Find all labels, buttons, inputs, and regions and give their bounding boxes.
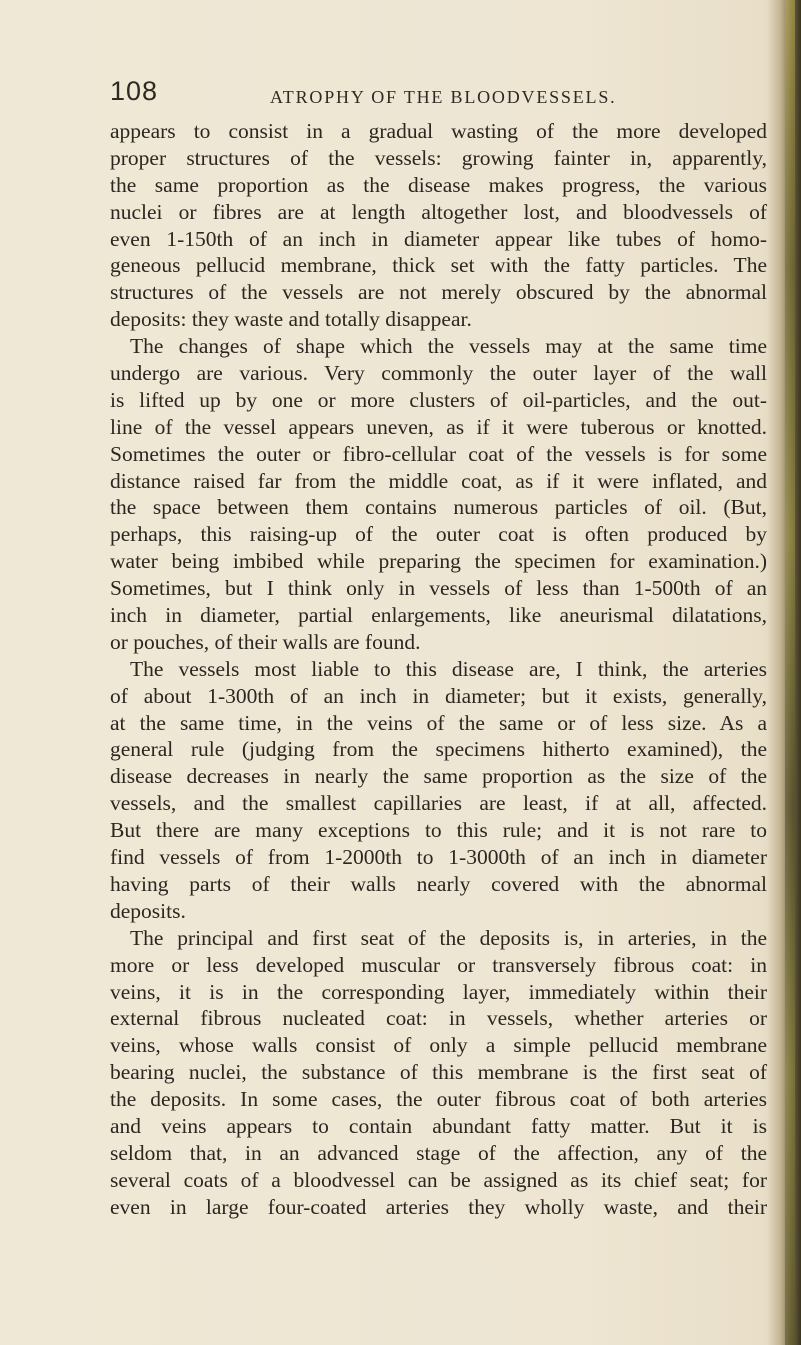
text-line: geneous pellucid membrane, thick set with the fatty particles. The bbox=[110, 253, 767, 278]
page-number: 108 bbox=[110, 76, 159, 106]
text-line: the same proportion as the disease makes progress, the various bbox=[110, 172, 767, 197]
page-edge-binding bbox=[785, 0, 795, 1345]
text-line: The vessels most liable to this disease are, I think, the arteries bbox=[130, 656, 767, 681]
text-line: The changes of shape which the vessels may at the same time bbox=[130, 334, 767, 359]
text-line: undergo are various. Very commonly the outer layer of the wall bbox=[110, 361, 767, 386]
text-line: or pouches, of their walls are found. bbox=[110, 629, 421, 654]
text-line: veins, whose walls consist of only a simple pellucid membrane bbox=[110, 1033, 767, 1058]
text-line: several coats of a bloodvessel can be assigned as its chief seat; for bbox=[110, 1167, 767, 1192]
running-head: ATROPHY OF THE BLOODVESSELS. bbox=[270, 87, 617, 107]
text-line: water being imbibed while preparing the specimen for examination.) bbox=[110, 549, 767, 574]
text-line: deposits. bbox=[110, 898, 186, 923]
text-line: proper structures of the vessels: growing fainter in, apparently, bbox=[110, 145, 767, 170]
text-line: veins, it is in the corresponding layer, immediately within their bbox=[110, 979, 767, 1004]
text-line: bearing nuclei, the substance of this membrane is the first seat of bbox=[110, 1060, 767, 1085]
text-line: and veins appears to contain abundant fatty matter. But it is bbox=[110, 1113, 767, 1138]
text-line: at the same time, in the veins of the same or of less size. As a bbox=[110, 710, 767, 735]
page-edge-shadow bbox=[767, 0, 801, 1345]
text-line: disease decreases in nearly the same proportion as the size of the bbox=[110, 764, 767, 789]
text-line: But there are many exceptions to this rule; and it is not rare to bbox=[110, 818, 767, 843]
text-line: structures of the vessels are not merely obscured by the abnormal bbox=[110, 280, 767, 305]
text-line: perhaps, this raising-up of the outer coat is often produced by bbox=[110, 522, 767, 547]
text-line: distance raised far from the middle coat, as if it were inflated, and bbox=[110, 468, 767, 493]
text-line: is lifted up by one or more clusters of oil-particles, and the out- bbox=[110, 387, 767, 412]
text-line: Sometimes the outer or fibro-cellular coat of the vessels is for some bbox=[110, 441, 767, 466]
text-line: even 1-150th of an inch in diameter appear like tubes of homo- bbox=[110, 226, 767, 251]
text-line: find vessels of from 1-2000th to 1-3000th of an inch in diameter bbox=[110, 845, 767, 870]
text-line: general rule (judging from the specimens hitherto examined), the bbox=[110, 737, 767, 762]
text-line: more or less developed muscular or transversely fibrous coat: in bbox=[110, 952, 767, 977]
text-line: The principal and first seat of the deposits is, in arteries, in the bbox=[130, 925, 767, 950]
text-line: appears to consist in a gradual wasting of the more developed bbox=[110, 119, 767, 143]
text-line: the space between them contains numerous particles of oil. (But, bbox=[110, 495, 767, 520]
text-line: of about 1-300th of an inch in diameter; but it exists, generally, bbox=[110, 683, 767, 708]
text-line: line of the vessel appears uneven, as if it were tuberous or knotted. bbox=[110, 414, 767, 439]
text-line: external fibrous nucleated coat: in vessels, whether arteries or bbox=[110, 1006, 767, 1031]
text-line: Sometimes, but I think only in vessels of less than 1-500th of an bbox=[110, 576, 767, 601]
text-line: nuclei or fibres are at length altogether lost, and bloodvessels of bbox=[110, 199, 767, 224]
text-line: having parts of their walls nearly covered with the abnormal bbox=[110, 871, 767, 896]
text-line: even in large four-coated arteries they wholly waste, and their bbox=[110, 1194, 767, 1219]
text-line: vessels, and the smallest capillaries are least, if at all, affected. bbox=[110, 791, 767, 816]
text-line: the deposits. In some cases, the outer fibrous coat of both arteries bbox=[110, 1087, 767, 1112]
text-line: deposits: they waste and totally disappear. bbox=[110, 307, 472, 332]
body-text bbox=[110, 118, 767, 1221]
text-line: inch in diameter, partial enlargements, like aneurismal dilatations, bbox=[110, 603, 767, 628]
text-line: seldom that, in an advanced stage of the affection, any of the bbox=[110, 1140, 767, 1165]
